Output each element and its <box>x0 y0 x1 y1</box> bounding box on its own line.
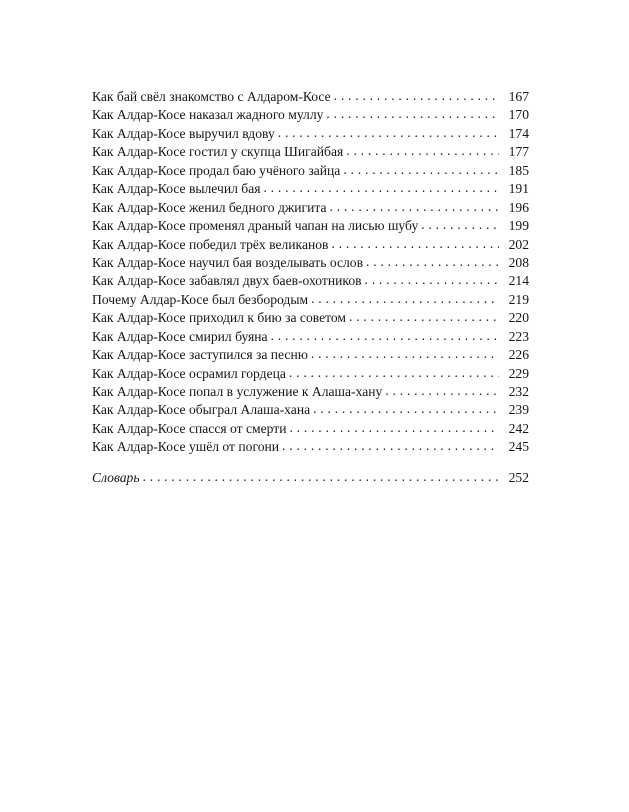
toc-dot-leader <box>346 142 499 160</box>
toc-entry-title: Как Алдар-Косе гостил у скупца Шигайбая <box>92 144 344 160</box>
toc-entry-title: Как Алдар-Косе продал баю учёного зайца <box>92 162 341 178</box>
toc-entry[interactable] <box>92 272 529 290</box>
toc-entry[interactable] <box>92 180 529 198</box>
toc-entry-title: Как Алдар-Косе забавлял двух баев-охотников <box>92 273 362 289</box>
toc-entry-page: 252 <box>508 469 529 485</box>
toc-dot-leader <box>311 290 499 308</box>
toc-entry-page: 219 <box>508 291 529 307</box>
toc-entry-page: 239 <box>508 402 529 418</box>
table-of-contents <box>92 88 529 487</box>
toc-entry-title: Как Алдар-Косе променял драный чапан на лисью шубу <box>92 218 419 234</box>
toc-entry[interactable] <box>92 236 529 254</box>
toc-entry-page: 191 <box>508 181 529 197</box>
toc-dot-leader <box>313 400 499 418</box>
toc-dot-leader <box>349 308 499 326</box>
toc-entry[interactable] <box>92 328 529 346</box>
toc-entry-page: 167 <box>508 89 529 104</box>
toc-entry-page: 242 <box>508 420 529 436</box>
toc-entry-page: 214 <box>508 273 529 289</box>
toc-entry[interactable] <box>92 438 529 456</box>
toc-entry[interactable] <box>92 309 529 327</box>
toc-entry-title: Как Алдар-Косе попал в услужение к Алаша-хану <box>92 384 383 399</box>
toc-entry-page: 185 <box>508 162 529 178</box>
toc-entry-title: Как Алдар-Косе наказал жадного муллу <box>92 107 324 123</box>
toc-dot-leader <box>366 253 499 271</box>
toc-entry-page: 223 <box>508 328 529 344</box>
toc-entry[interactable] <box>92 199 529 217</box>
toc-entry[interactable] <box>92 291 529 309</box>
toc-dot-leader <box>282 437 499 455</box>
toc-entry-title: Как Алдар-Косе приходил к бию за советом <box>92 310 347 326</box>
toc-entry-page: 232 <box>508 384 529 399</box>
toc-dot-leader <box>271 327 499 345</box>
toc-entry[interactable] <box>92 106 529 124</box>
toc-entry[interactable] <box>92 88 529 106</box>
toc-entry[interactable] <box>92 383 529 401</box>
toc-dot-leader <box>421 216 499 234</box>
toc-entry-title: Как Алдар-Косе смирил буяна <box>92 328 268 344</box>
toc-entry-page: 199 <box>508 218 529 234</box>
toc-entry[interactable] <box>92 125 529 143</box>
toc-dot-leader <box>289 419 499 437</box>
toc-entry-title: Почему Алдар-Косе был безбородым <box>92 291 309 307</box>
toc-dot-leader <box>343 161 499 179</box>
toc-dot-leader <box>334 87 499 105</box>
toc-entry-title: Как Алдар-Косе спасся от смерти <box>92 420 287 436</box>
toc-entry[interactable] <box>92 420 529 438</box>
toc-entry[interactable] <box>92 217 529 235</box>
toc-entry-title: Как Алдар-Косе женил бедного джигита <box>92 199 327 215</box>
toc-entry-title: Как Алдар-Косе выручил вдову <box>92 125 275 141</box>
toc-dot-leader <box>311 345 499 363</box>
toc-entry-title: Как Алдар-Косе осрамил гордеца <box>92 365 286 381</box>
toc-entry-title: Словарь <box>92 469 140 485</box>
toc-entry-title: Как Алдар-Косе заступился за песню <box>92 347 308 363</box>
toc-entry-page: 208 <box>508 254 529 270</box>
toc-entry-page: 177 <box>508 144 529 160</box>
toc-entry-page: 174 <box>508 125 529 141</box>
toc-entry[interactable] <box>92 365 529 383</box>
toc-dot-leader <box>365 271 499 289</box>
toc-entry-page: 170 <box>508 107 529 123</box>
toc-dot-leader <box>289 364 499 382</box>
toc-entry[interactable] <box>92 162 529 180</box>
toc-dot-leader <box>326 105 499 123</box>
toc-entry[interactable] <box>92 401 529 419</box>
toc-entry-title: Как Алдар-Косе ушёл от погони <box>92 439 280 455</box>
toc-entry-title: Как Алдар-Косе вылечил бая <box>92 181 261 197</box>
toc-dot-leader <box>263 179 499 197</box>
toc-entry-title: Как бай свёл знакомство с Алдаром-Косе <box>92 89 331 104</box>
toc-entry-title: Как Алдар-Косе научил бая возделывать ослов <box>92 254 364 270</box>
toc-entry-title: Как Алдар-Косе обыграл Алаша-хана <box>92 402 311 418</box>
toc-entry[interactable] <box>92 254 529 272</box>
toc-entry-glossary[interactable] <box>92 469 529 487</box>
toc-entry-page: 226 <box>508 347 529 363</box>
toc-dot-leader <box>278 124 499 142</box>
toc-entry[interactable] <box>92 143 529 161</box>
toc-entry-page: 202 <box>508 236 529 252</box>
toc-entry-page: 220 <box>508 310 529 326</box>
toc-entry-page: 245 <box>508 439 529 455</box>
toc-entry-page: 229 <box>508 365 529 381</box>
toc-entry-page: 196 <box>508 199 529 215</box>
toc-entry[interactable] <box>92 346 529 364</box>
toc-dot-leader <box>330 198 499 216</box>
toc-dot-leader <box>385 382 499 400</box>
toc-dot-leader <box>331 235 499 253</box>
toc-entry-title: Как Алдар-Косе победил трёх великанов <box>92 236 329 252</box>
toc-dot-leader <box>143 468 499 486</box>
